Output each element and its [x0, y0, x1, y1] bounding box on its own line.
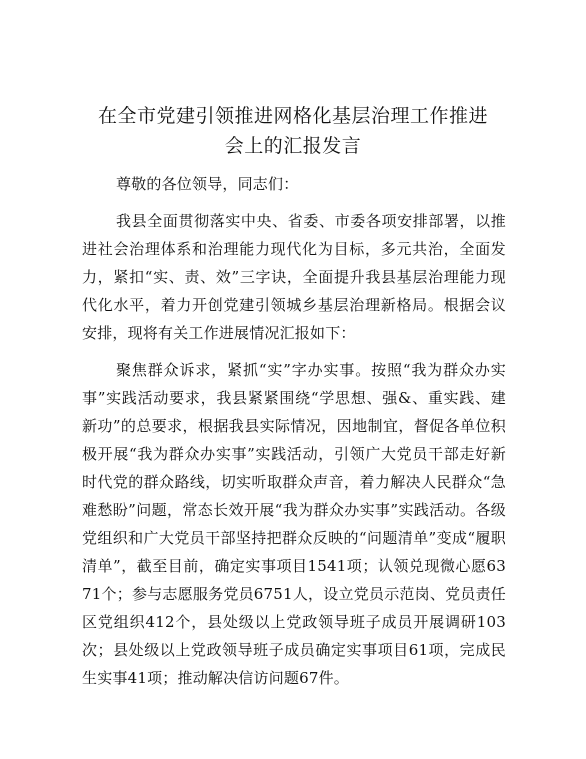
salutation: 尊敬的各位领导，同志们： — [116, 175, 299, 193]
document-title-line-2: 会上的汇报发言 — [224, 135, 362, 157]
paragraph-section-1: 聚焦群众诉求，紧抓“实”字办实事。按照“我为群众办实事”实践活动要求，我县紧紧围绕“学思想、强&、重实践、建新功”的总要求，根据我县实际情况，因地制宜，督促各单位积极开展“我为群众办实事”实践活动，引领广大党员干部走好新时代党的群众路线，切实听取群众声音，着力解决人民群众“急难愁盼”问题，常态长效开展“我为群众办实事”实践活动。各级党组织和广大党员干部坚持把群众反映的“问题清单”变成“履职清单”，截至目前，确定实事项目1541项；认领兑现微心愿6371个；参与志愿服务党员6751人，设立党员示范岗、党员责任区党组织412个，县处级以上党政领导班子成员开展调研103次；县处级以上党政领导班子成员确定实事项目61项，完成民生实事41项；推动解决信访问题67件。 — [82, 361, 506, 687]
paragraph-intro: 我县全面贯彻落实中央、省委、市委各项安排部署，以推进社会治理体系和治理能力现代化为目标，多元共治，全面发力，紧扣“实、责、效”三字诀，全面提升我县基层治理能力现代化水平，着力开创党建引领城乡基层治理新格局。根据会议安排，现将有关工作进展情况汇报如下： — [82, 212, 506, 342]
document-body — [82, 170, 506, 701]
document-title-line-1: 在全市党建引领推进网格化基层治理工作推进 — [97, 105, 488, 127]
